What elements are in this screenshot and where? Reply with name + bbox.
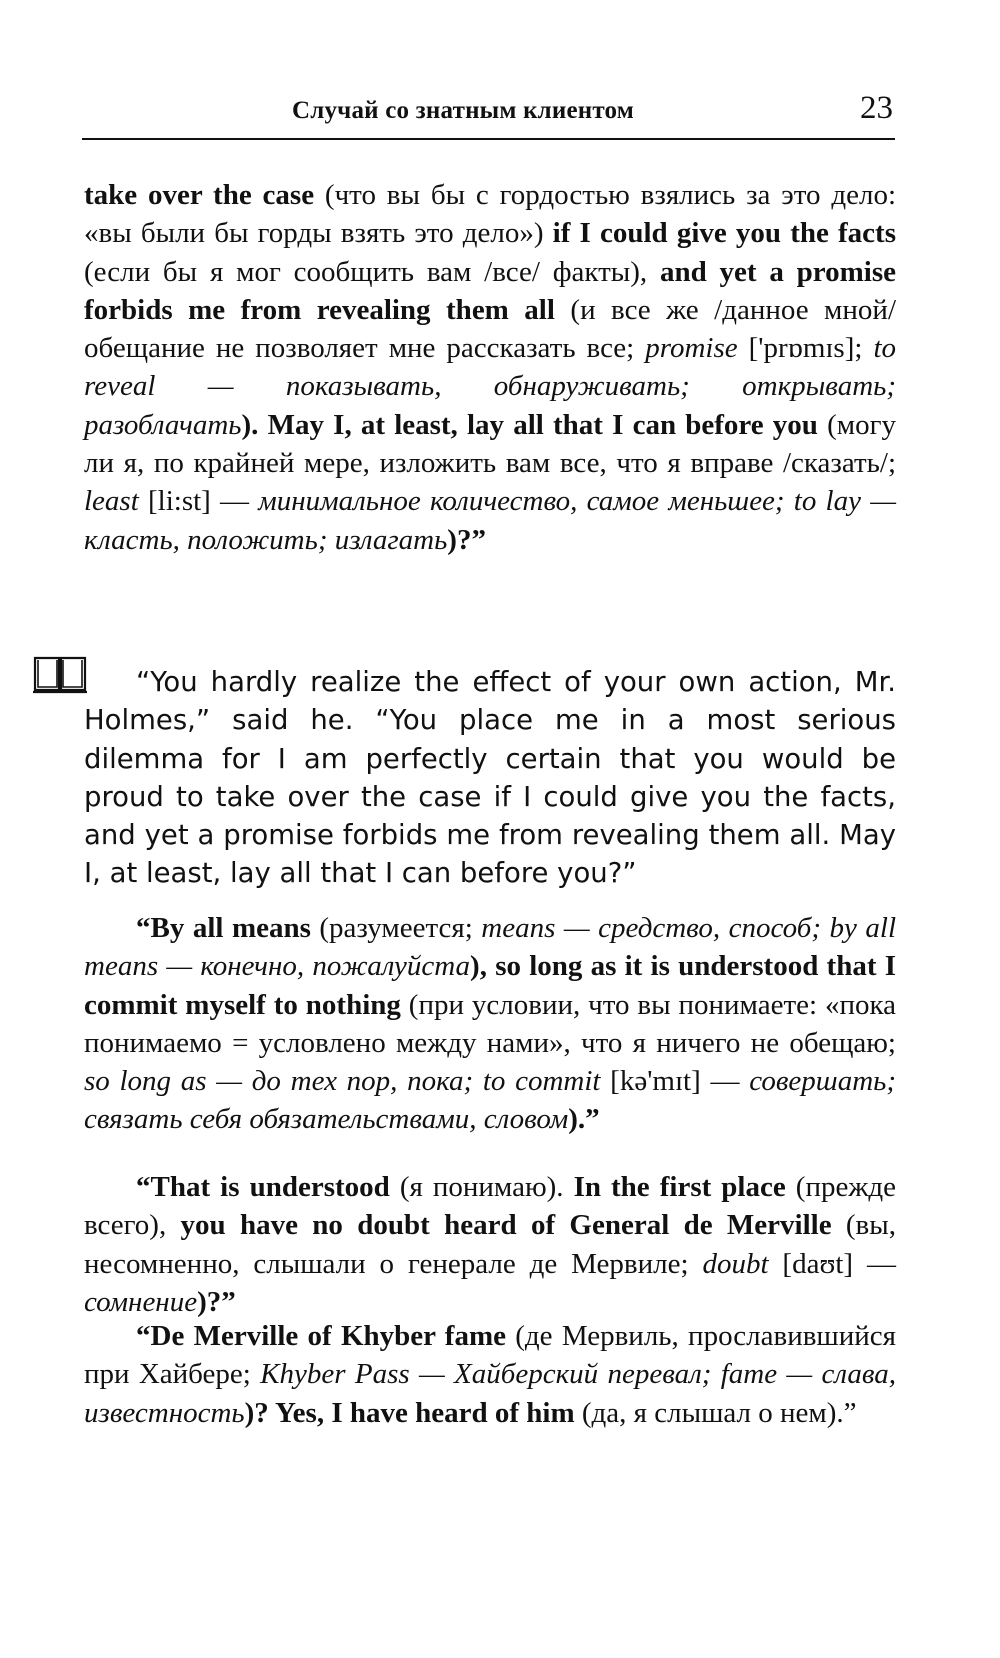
translation-text: (и все же /данное мной/ обещание не позволяет мне рассказать все; [84, 293, 896, 365]
transcription: ['prɒmɪs]; [737, 332, 874, 365]
running-header [82, 90, 895, 140]
punctuation: ). [241, 408, 268, 441]
english-phrase: May I, at least, lay all that I can before you [267, 408, 818, 441]
english-phrase: In the first place [573, 1171, 786, 1203]
vocabulary-gloss: Khyber Pass — Хайберский перевал; fame — слава, известность [84, 1358, 897, 1429]
english-phrase: “De Merville of Khyber fame [136, 1320, 506, 1352]
english-phrase: Yes, I have heard of him [274, 1396, 575, 1429]
paragraph-commentary-4 [84, 1317, 896, 1432]
translation-text: (прежде всего), [84, 1171, 896, 1242]
vocabulary-gloss: to reveal — показывать, обнаруживать; открывать; разоблачать [84, 332, 896, 441]
vocabulary-gloss: сомнение [84, 1285, 198, 1318]
paragraph-commentary-2 [84, 909, 896, 1139]
translation-text: (вы, несомненно, слышали о генерале де Мервиле; [84, 1209, 896, 1280]
page-number: 23 [860, 90, 893, 126]
punctuation: ).” [568, 1103, 600, 1136]
running-title: Случай со знатным клиентом [292, 97, 635, 124]
english-phrase: so long as it is understood that I commit myself to nothing [84, 950, 896, 1021]
translation-text: (разумеется; [310, 912, 482, 944]
transcription: [kə'mɪt] — [600, 1065, 750, 1098]
translation-text: (при условии, что вы понимаете: «пока понимаемо = условлено между нами», что я ничего не обещаю; [84, 988, 896, 1059]
transcription: [li:st] — [138, 485, 259, 518]
vocabulary-word: least [84, 485, 139, 518]
vocabulary-gloss: совершать; связать себя обязательствами, словом [84, 1065, 896, 1136]
translation-text: (если бы я мог сообщить вам /все/ факты), [84, 255, 660, 288]
english-phrase: take over the case [84, 179, 315, 211]
punctuation: ), [470, 950, 496, 983]
vocabulary-word: doubt [702, 1247, 769, 1280]
english-phrase: “That is understood [136, 1171, 390, 1203]
transcription: [daʊt] — [768, 1247, 896, 1280]
paragraph-commentary-1 [84, 176, 896, 559]
english-phrase: you have no doubt heard of General de Merville [180, 1209, 832, 1242]
translation-text: (могу ли я, по крайней мере, изложить вам все, что я вправе /сказать/; [84, 408, 896, 480]
translation-text: (де Мервиль, прославившийся при Хайбере; [84, 1320, 896, 1391]
vocabulary-gloss: минимальное количество, самое меньшее; to lay — класть, положить; излагать [84, 485, 896, 556]
english-phrase: if I could give you the facts [552, 217, 896, 250]
vocabulary-gloss: means — средство, способ; by all means — конечно, пожалуйста [84, 912, 897, 983]
translation-text: (да, я слышал о нем).” [574, 1396, 857, 1429]
punctuation: )?” [447, 523, 486, 556]
open-book-icon [32, 654, 88, 694]
vocabulary-word: promise [645, 332, 738, 365]
paragraph-commentary-3 [84, 1168, 896, 1321]
english-phrase: and yet a promise forbids me from revealing them all [84, 255, 896, 326]
translation-text: (я понимаю). [389, 1171, 574, 1203]
vocabulary-gloss: so long as — до тех пор, пока; to commit [84, 1065, 601, 1098]
english-phrase: “By all means [136, 912, 311, 944]
punctuation: )? [244, 1396, 275, 1429]
translation-text: (что вы бы с гордостью взялись за это дело: «вы были бы горды взять это дело») [84, 179, 896, 250]
original-english-paragraph: “You hardly realize the effect of your own action, Mr. Holmes,” said he. “You place me in a most serious dilemma for I am perfectly certain that you would be proud to take over the case if I could give you the facts, and yet a promise forbids me from revealing them all. May I, at least, lay all that I can before you?” [84, 666, 896, 890]
punctuation: )?” [197, 1285, 236, 1318]
